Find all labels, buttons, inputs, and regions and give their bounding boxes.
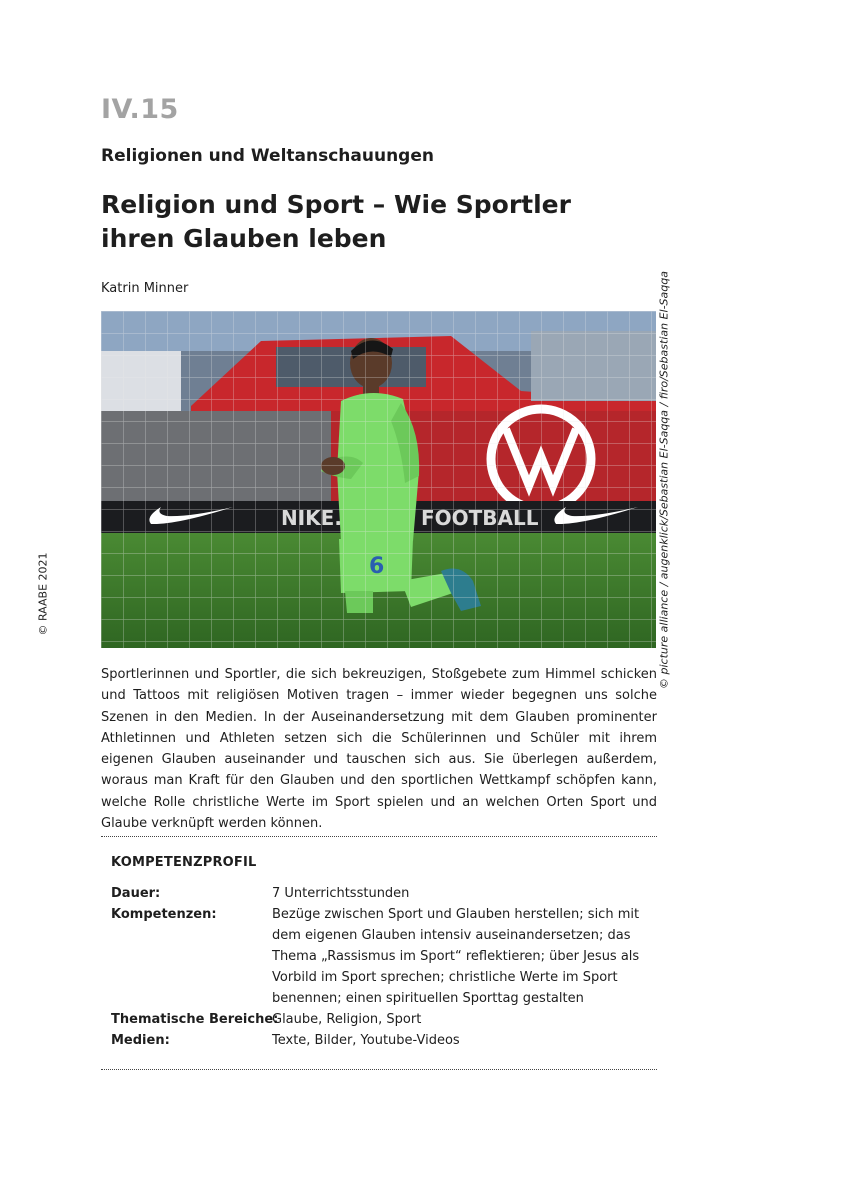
profile-heading: KOMPETENZPROFIL (111, 855, 257, 870)
medien-value: Texte, Bilder, Youtube-Videos (272, 1033, 460, 1048)
profile-divider-bottom (101, 1069, 657, 1070)
cover-photo (101, 311, 656, 648)
page-title (101, 188, 661, 256)
dauer-value: 7 Unterrichtsstunden (272, 886, 410, 901)
kompetenzen-label: Kompetenzen: (111, 907, 217, 922)
author-name: Katrin Minner (101, 281, 189, 296)
page-title-line-1: Religion und Sport – Wie Sportler (101, 190, 571, 219)
profile-divider-top (101, 836, 657, 837)
dauer-label: Dauer: (111, 886, 161, 901)
thematische-bereiche-label: Thematische Bereiche: (111, 1012, 279, 1027)
thematische-bereiche-value: Glaube, Religion, Sport (272, 1012, 422, 1027)
series-title: Religionen und Weltanschauungen (101, 146, 434, 166)
side-copyright: © RAABE 2021 (36, 552, 50, 636)
kompetenzen-value: Bezüge zwischen Sport und Glauben herstellen; sich mit dem eigenen Glauben intensiv auseinandersetzen; das Thema „Rassismus im Sport“ reflektieren; über Jesus als Vorbild im Sport sprechen; christliche Werte im Sport benennen; einen spirituellen Sporttag gestalten (272, 907, 640, 1006)
chapter-number: IV.15 (101, 94, 179, 125)
page-title-line-2: ihren Glauben leben (101, 224, 387, 253)
intro-paragraph: Sportlerinnen und Sportler, die sich bekreuzigen, Stoßgebete zum Himmel schicken und Tattoos mit religiösen Motiven tragen – immer wieder begegnen uns solche Szenen in den Medien. In der Auseinandersetzung mit dem Glauben prominenter Athletinnen und Athleten setzen sich die Schülerinnen und Schüler mit ihrem eigenen Glauben auseinander und tauschen sich aus. Sie überlegen außerdem, woraus man Kraft für den Glauben und den sportlichen Wettkampf schöpfen kann, welche Rolle christliche Werte im Sport spielen und an welchen Orten Sport und Glaube verknüpft werden können. (101, 667, 657, 832)
photo-credit: © picture alliance / augenklick/Sebastian El-Saqqa / firo/Sebastian El-Saqqa (657, 271, 671, 689)
medien-label: Medien: (111, 1033, 170, 1048)
